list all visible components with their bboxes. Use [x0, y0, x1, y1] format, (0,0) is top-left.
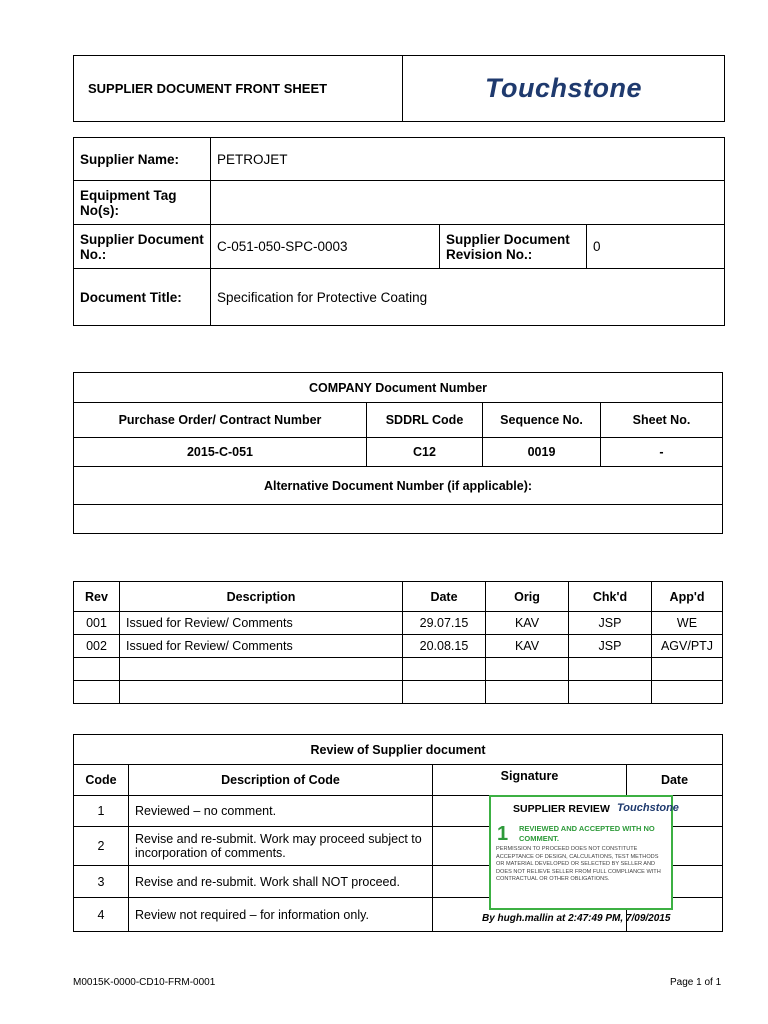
alt-doc-value [74, 505, 723, 534]
date-cell: 20.08.15 [403, 635, 486, 658]
form-number: M0015K-0000-CD10-FRM-0001 [73, 977, 216, 988]
orig-cell [486, 658, 569, 681]
appd-cell [652, 658, 723, 681]
desc-code-col-header: Description of Code [129, 765, 433, 796]
supplier-name-value: PETROJET [211, 138, 725, 181]
date-cell [403, 681, 486, 704]
desc-cell [120, 681, 403, 704]
stamp-permission-text: PERMISSION TO PROCEED DOES NOT CONSTITUTE ACCEPTANCE OF DESIGN, CALCULATIONS, TEST METHODS OR MATERIAL DEVELOPED OR SELECTED BY SELLER AND DOES NOT RELIEVE SELLER FROM FULL COMPLIANCE WITH CONTRACTUAL OR OTHER OBLIGATIONS. [496, 846, 661, 883]
orig-cell: KAV [486, 635, 569, 658]
header-title: SUPPLIER DOCUMENT FRONT SHEET [74, 56, 403, 122]
company-logo [403, 56, 725, 122]
supplier-name-label: Supplier Name: [74, 138, 211, 181]
appd-cell: AGV/PTJ [652, 635, 723, 658]
chkd-cell: JSP [569, 635, 652, 658]
date-col-header: Date [627, 765, 723, 796]
doc-title-value: Specification for Protective Coating [211, 269, 725, 326]
desc-col-header: Description [120, 582, 403, 612]
rev-cell: 001 [74, 612, 120, 635]
company-doc-heading: COMPANY Document Number [74, 373, 723, 403]
page-number: Page 1 of 1 [670, 977, 722, 988]
equipment-tag-label: Equipment Tag No(s): [74, 181, 211, 225]
code-desc-cell: Revise and re-submit. Work may proceed subject to incorporation of comments. [129, 827, 433, 866]
po-value: 2015-C-051 [74, 438, 367, 467]
orig-col-header: Orig [486, 582, 569, 612]
code-desc-cell: Revise and re-submit. Work shall NOT proceed. [129, 866, 433, 898]
stamp-title: SUPPLIER REVIEW [513, 803, 610, 815]
supplier-info-table [73, 137, 725, 326]
table-row [74, 612, 723, 635]
orig-cell: KAV [486, 612, 569, 635]
desc-cell: Issued for Review/ Comments [120, 635, 403, 658]
supplier-doc-no-value: C-051-050-SPC-0003 [211, 225, 440, 269]
table-row [74, 681, 723, 704]
signature-col-header: Signature [433, 765, 627, 796]
date-col-header: Date [403, 582, 486, 612]
header-table [73, 55, 725, 122]
date-cell: 29.07.15 [403, 612, 486, 635]
orig-cell [486, 681, 569, 704]
seq-value: 0019 [483, 438, 601, 467]
logo-text: Touchstone [485, 73, 642, 103]
code-desc-cell: Review not required – for information only. [129, 898, 433, 932]
code-col-header: Code [74, 765, 129, 796]
supplier-review-stamp [489, 795, 679, 910]
appd-col-header: App'd [652, 582, 723, 612]
col-sddrl-header: SDDRL Code [367, 403, 483, 438]
code-cell: 3 [74, 866, 129, 898]
stamp-code: 1 [497, 823, 509, 845]
stamp-byline: By hugh.mallin at 2:47:49 PM, 7/09/2015 [482, 913, 671, 924]
col-seq-header: Sequence No. [483, 403, 601, 438]
chkd-cell [569, 681, 652, 704]
table-row [74, 635, 723, 658]
chkd-col-header: Chk'd [569, 582, 652, 612]
rev-cell [74, 681, 120, 704]
chkd-cell: JSP [569, 612, 652, 635]
stamp-accepted-text: REVIEWED AND ACCEPTED WITH NO COMMENT. [519, 824, 655, 843]
date-cell [403, 658, 486, 681]
desc-cell: Issued for Review/ Comments [120, 612, 403, 635]
rev-col-header: Rev [74, 582, 120, 612]
code-cell: 2 [74, 827, 129, 866]
equipment-tag-value [211, 181, 725, 225]
review-heading: Review of Supplier document [74, 735, 723, 765]
col-sheet-header: Sheet No. [601, 403, 723, 438]
supplier-rev-label: Supplier Document Revision No.: [440, 225, 587, 269]
rev-cell: 002 [74, 635, 120, 658]
table-row [74, 658, 723, 681]
chkd-cell [569, 658, 652, 681]
sddrl-value: C12 [367, 438, 483, 467]
code-desc-cell: Reviewed – no comment. [129, 796, 433, 827]
supplier-rev-value: 0 [587, 225, 725, 269]
appd-cell [652, 681, 723, 704]
supplier-doc-no-label: Supplier Document No.: [74, 225, 211, 269]
code-cell: 4 [74, 898, 129, 932]
company-doc-table [73, 372, 723, 534]
rev-cell [74, 658, 120, 681]
sheet-value: - [601, 438, 723, 467]
code-cell: 1 [74, 796, 129, 827]
col-po-header: Purchase Order/ Contract Number [74, 403, 367, 438]
stamp-logo: Touchstone [617, 802, 679, 814]
appd-cell: WE [652, 612, 723, 635]
desc-cell [120, 658, 403, 681]
revision-table [73, 581, 723, 704]
doc-title-label: Document Title: [74, 269, 211, 326]
alt-doc-heading: Alternative Document Number (if applicable): [74, 467, 723, 505]
